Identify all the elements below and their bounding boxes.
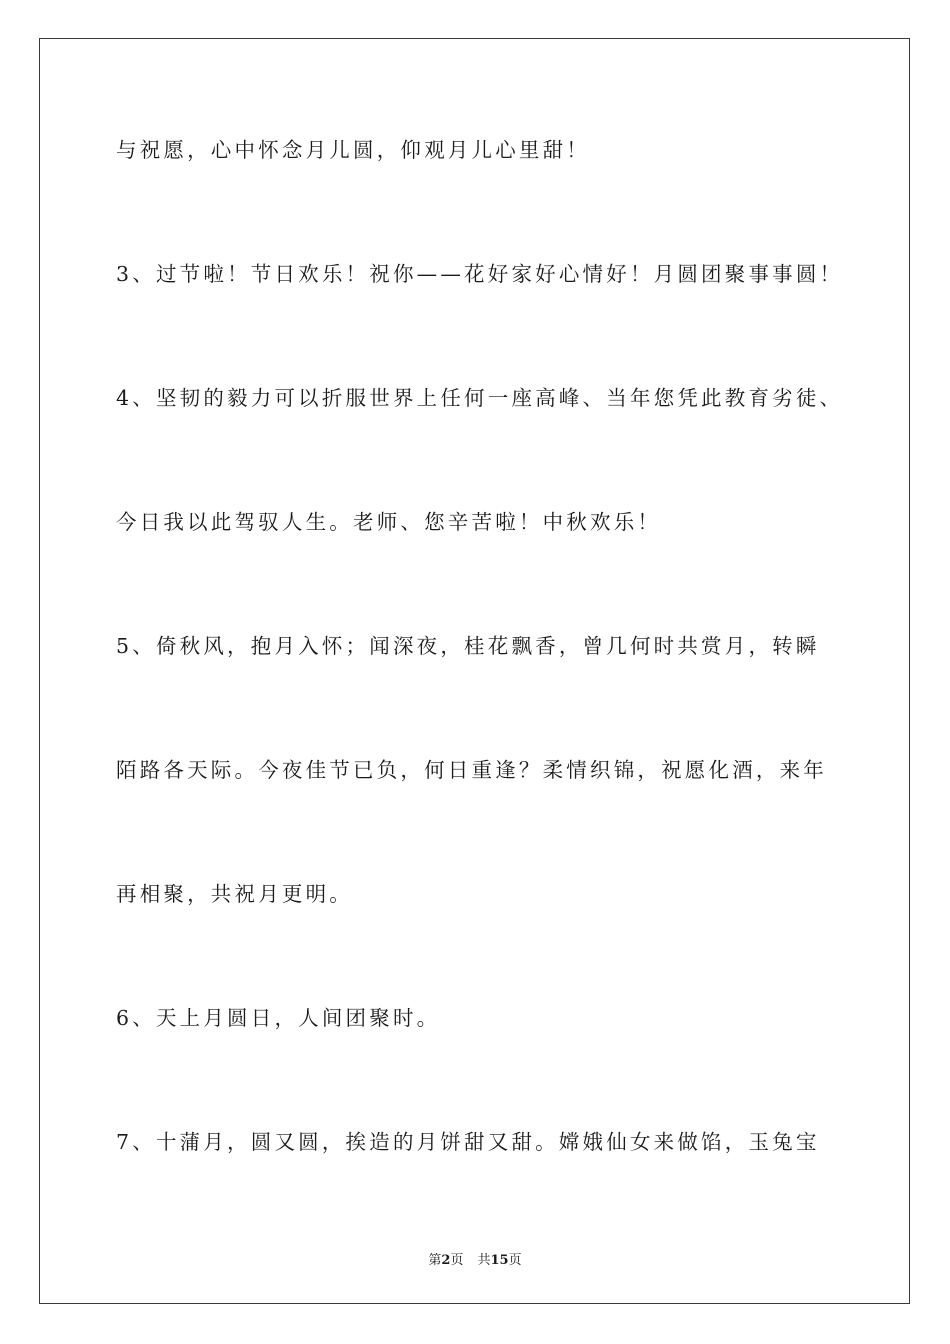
text-line-5: 5、倚秋风，抱月入怀；闻深夜，桂花飘香，曾几何时共赏月，转瞬 [116, 634, 820, 658]
total-pages: 15 [490, 1253, 509, 1268]
page-prefix: 第 [428, 1253, 442, 1268]
text-line-9: 7、十蒲月，圆又圆，挨造的月饼甜又甜。嫦娥仙女来做馅，玉兔宝 [116, 1130, 820, 1154]
text-line-2: 3、过节啦！节日欢乐！祝你——花好家好心情好！月圆团聚事事圆！ [116, 262, 844, 286]
page-number: 2 [441, 1253, 451, 1268]
text-line-3: 4、坚韧的毅力可以折服世界上任何一座高峰、当年您凭此教育劣徒、 [116, 386, 844, 410]
text-line-4: 今日我以此驾驭人生。老师、您辛苦啦！中秋欢乐！ [116, 510, 662, 534]
text-line-7: 再相聚，共祝月更明。 [116, 882, 353, 906]
total-suffix: 页 [508, 1253, 522, 1268]
text-line-8: 6、天上月圆日，人间团聚时。 [116, 1006, 441, 1030]
total-prefix: 共 [477, 1253, 491, 1268]
page-footer [0, 1249, 950, 1268]
text-line-6: 陌路各天际。今夜佳节已负，何日重逢？柔情织锦，祝愿化酒，来年 [116, 758, 827, 782]
page-suffix: 页 [450, 1253, 464, 1268]
text-line-1: 与祝愿，心中怀念月儿圆，仰观月儿心里甜！ [116, 138, 590, 162]
page-border [39, 38, 910, 1304]
